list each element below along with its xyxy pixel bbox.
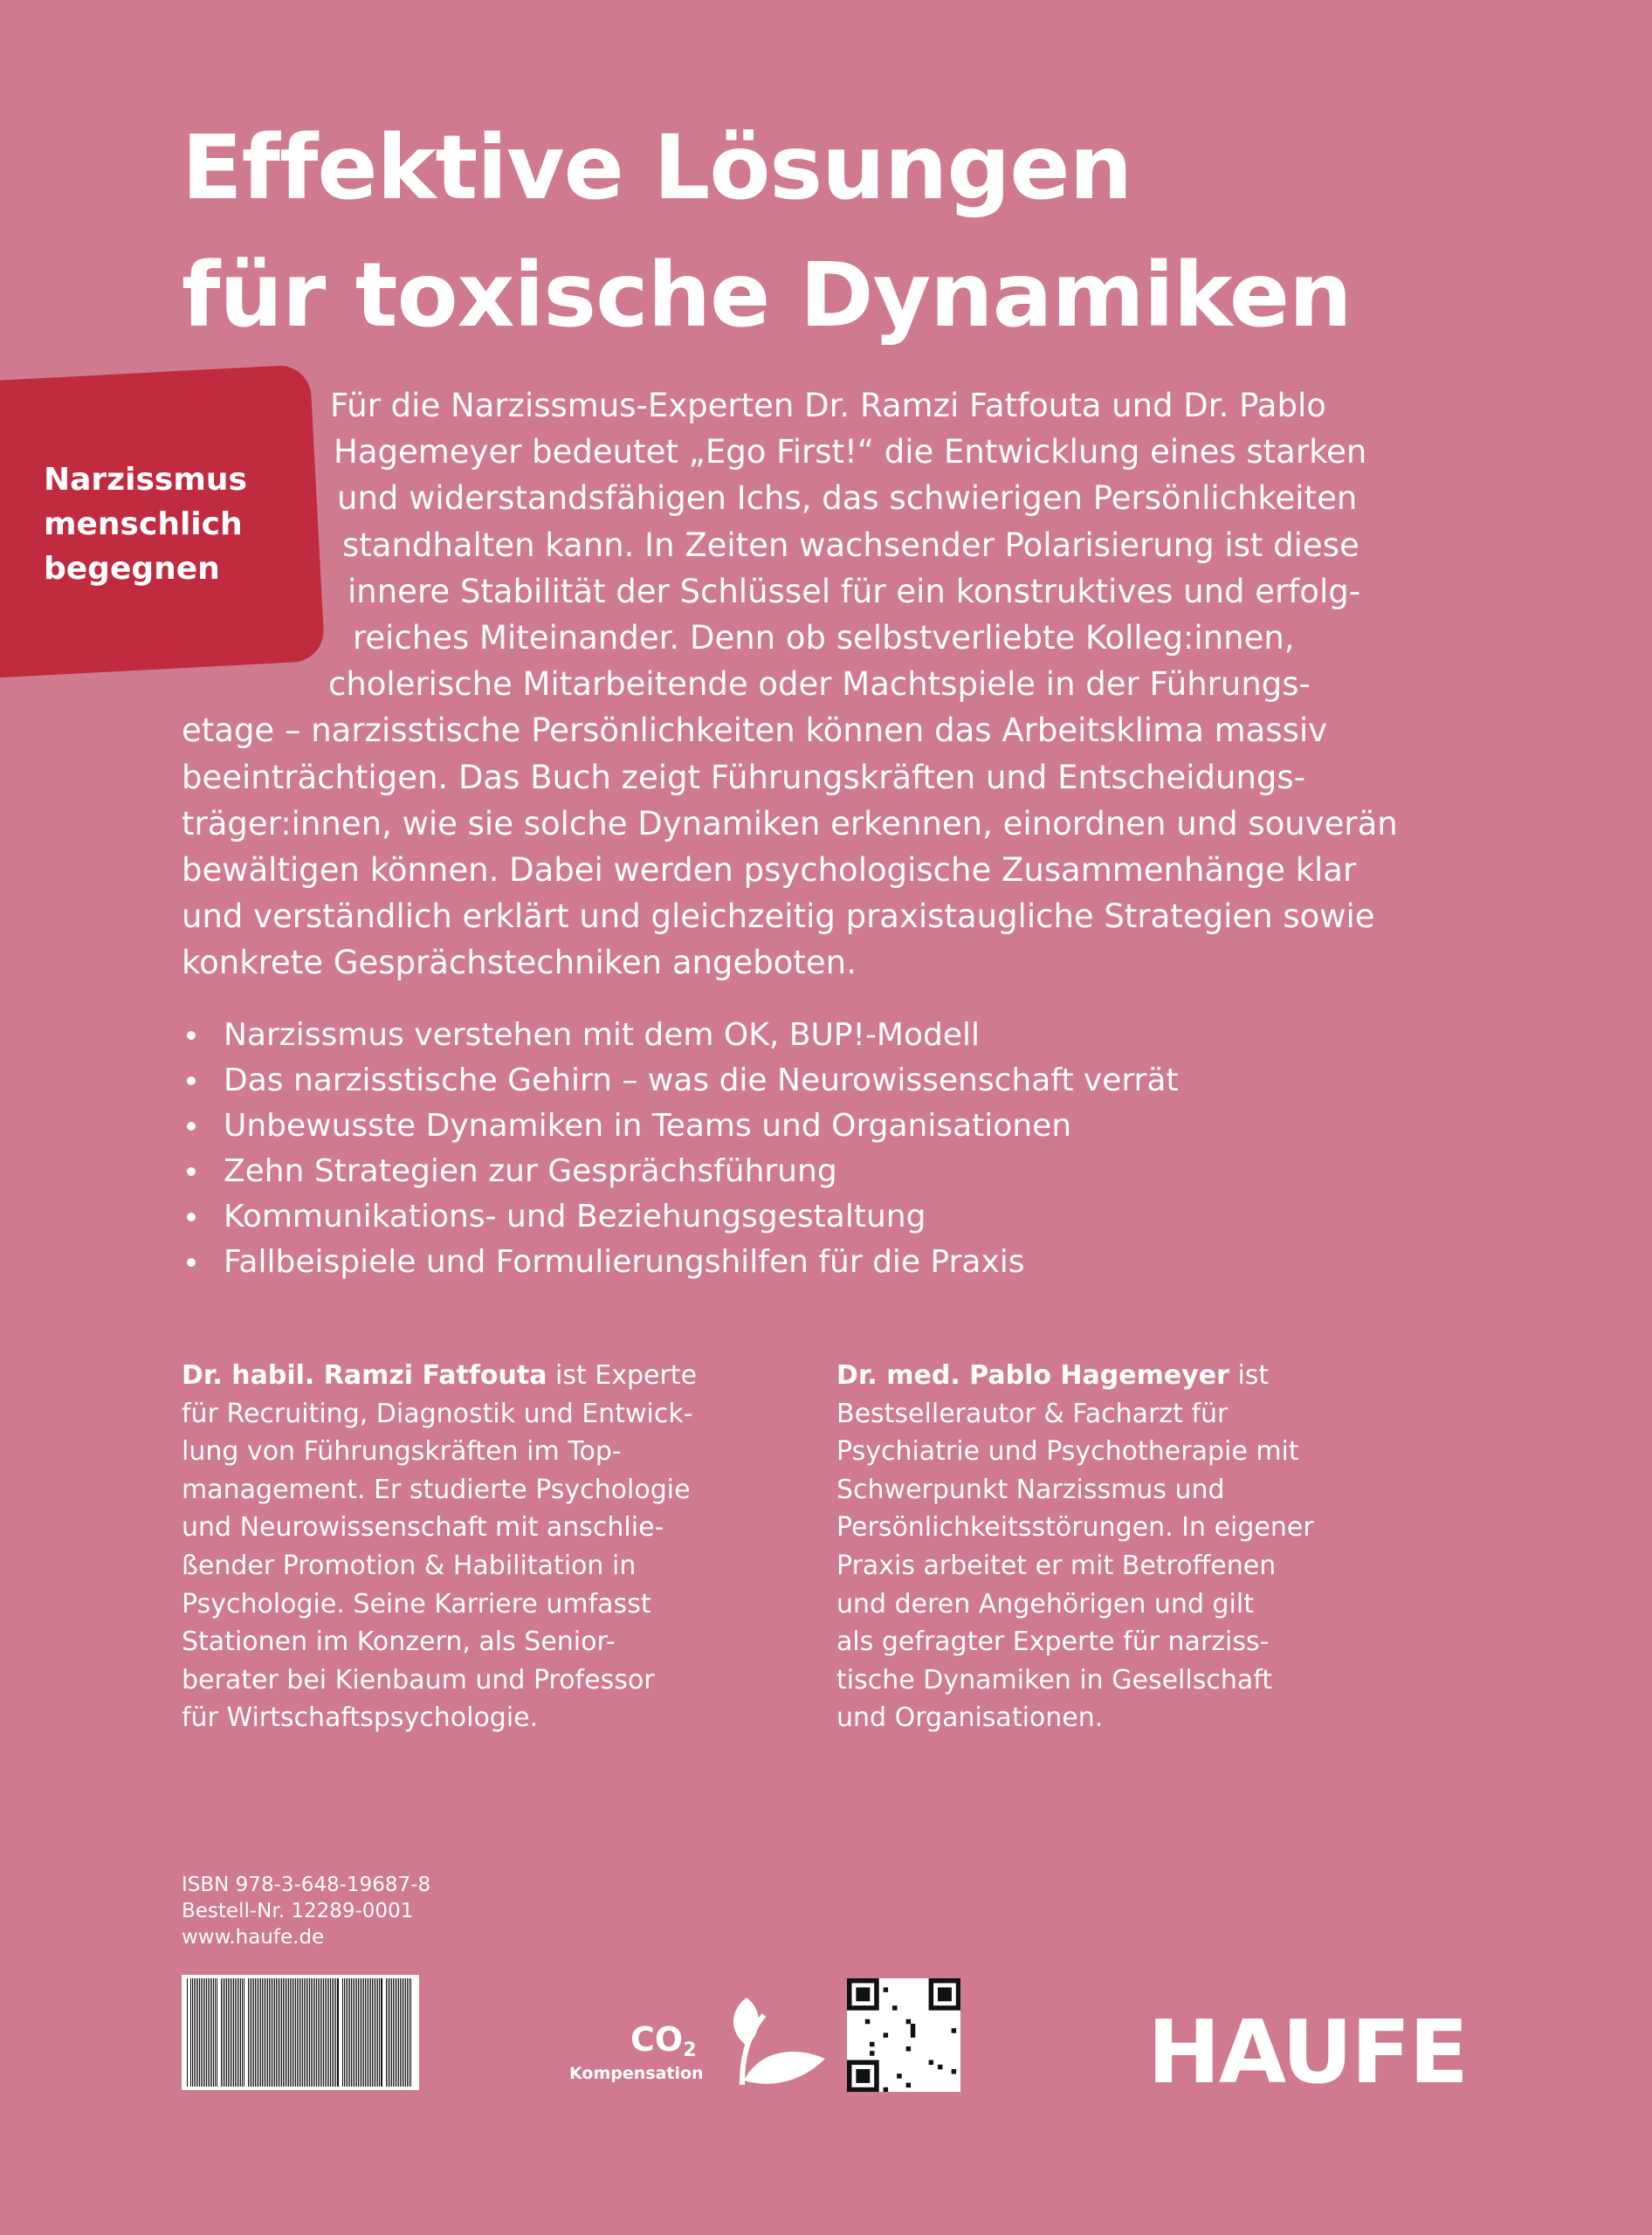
qr-code-icon[interactable]: [847, 1978, 960, 2092]
intro-line: etage – narzisstische Persönlichkeiten können das Arbeitsklima massiv: [182, 712, 1328, 750]
website-link[interactable]: www.haufe.de: [182, 1926, 325, 1949]
intro-line: cholerische Mitarbeitende oder Machtspiele in der Führungs-: [328, 665, 1311, 704]
intro-line: Hagemeyer bedeutet „Ego First!“ die Entwicklung eines starken: [334, 433, 1367, 471]
list-item: Narzissmus verstehen mit dem OK, BUP!-Modell: [182, 1013, 1179, 1058]
title-line-2: für toxische Dynamiken: [182, 244, 1352, 347]
author-name: Dr. habil. Ramzi Fatfouta: [182, 1360, 547, 1391]
bio-line: lung von Führungskräften im Top-: [182, 1436, 622, 1468]
bio-line: Praxis arbeitet er mit Betroffenen: [836, 1550, 1277, 1581]
intro-line: standhalten kann. In Zeiten wachsender Polarisierung ist diese: [342, 526, 1359, 564]
co2-label: Kompensation: [569, 2064, 704, 2083]
intro-line: und verständlich erklärt und gleichzeitig praxistaugliche Strategien sowie: [182, 897, 1375, 936]
order-number-text: Bestell-Nr. 12289-0001: [182, 1900, 414, 1922]
publisher-logo: HAUFE: [1147, 2001, 1467, 2103]
imprint: [182, 1872, 430, 1950]
list-item: Unbewusste Dynamiken in Teams und Organisationen: [182, 1104, 1179, 1149]
bio-line: ßender Promotion & Habilitation in: [182, 1550, 637, 1581]
bio-line: berater bei Kienbaum und Professor: [182, 1664, 655, 1695]
intro-line: beeinträchtigen. Das Buch zeigt Führungskräften und Entscheidungs-: [182, 758, 1306, 796]
bio-line: Bestsellerautor & Facharzt für: [836, 1398, 1229, 1429]
intro-line: und widerstandsfähigen Ichs, das schwierigen Persönlichkeiten: [337, 479, 1358, 518]
bullet-dot-icon: [187, 1167, 196, 1176]
list-item: Kommunikations- und Beziehungsgestaltung: [182, 1194, 1179, 1240]
list-item: Das narzisstische Gehirn – was die Neurowissenschaft verrät: [182, 1058, 1179, 1104]
intro-line: innere Stabilität der Schlüssel für ein konstruktives und erfolg-: [348, 572, 1361, 610]
intro-paragraph: [0, 382, 1652, 987]
bio-line: management. Er studierte Psychologie: [182, 1474, 691, 1505]
bullet-dot-icon: [187, 1031, 196, 1040]
intro-line: Für die Narzissmus-Experten Dr. Ramzi Fatfouta und Dr. Pablo: [330, 387, 1326, 424]
bio-line: Schwerpunkt Narzissmus und: [836, 1474, 1225, 1505]
intro-line: bewältigen können. Dabei werden psychologische Zusammenhänge klar: [182, 851, 1357, 890]
bio-line: und Organisationen.: [836, 1702, 1104, 1734]
bullet-dot-icon: [187, 1122, 196, 1131]
bio-line: tische Dynamiken in Gesellschaft: [836, 1664, 1273, 1695]
title-line-1: Effektive Lösungen: [182, 116, 1132, 220]
list-item: Zehn Strategien zur Gesprächsführung: [182, 1149, 1179, 1194]
author-name: Dr. med. Pablo Hagemeyer: [836, 1360, 1229, 1391]
bio-line: Psychologie. Seine Karriere umfasst: [182, 1588, 651, 1620]
book-title: [182, 105, 1579, 360]
feature-list: [182, 1013, 1179, 1285]
intro-line: konkrete Gesprächstechniken angeboten.: [182, 944, 857, 982]
bio-line: Psychiatrie und Psychotherapie mit: [836, 1436, 1299, 1468]
co2-compensation-logo: $CO_2$ Kompensation: [568, 1998, 829, 2094]
bio-line: Stationen im Konzern, als Senior-: [182, 1626, 616, 1658]
bio-line: Persönlichkeitsstörungen. In eigener: [836, 1512, 1314, 1544]
author-bio-hagemeyer: Dr. med. Pablo Hagemeyer ist Bestsellerautor & Facharzt für Psychiatrie und Psychotherapie mit Schwerpunkt Narzissmus und Persönlichkeitsstörungen. In eigener Praxis arbeitet er mit Betroffenen und deren Angehörigen und gilt als gefragter Experte für narziss- tische Dynamiken in Gesellschaft und Organisationen.: [836, 1357, 1314, 1737]
barcode-icon: [182, 1975, 419, 2090]
bio-line: für Recruiting, Diagnostik und Entwick-: [182, 1398, 693, 1429]
badge-line-3: begegnen: [44, 551, 220, 587]
intro-line: träger:innen, wie sie solche Dynamiken erkennen, einordnen und souverän: [182, 804, 1398, 842]
bullet-dot-icon: [187, 1258, 196, 1267]
author-bio-fatfouta: Dr. habil. Ramzi Fatfouta ist Experte für Recruiting, Diagnostik und Entwick- lung von Führungskräften im Top- management. Er studierte Psychologie und Neurowissenschaft mit anschlie- ßender Promotion & Habilitation in Psychologie. Seine Karriere umfasst Stationen im Konzern, als Senior- berater bei Kienbaum und Professor für Wirtschaftspsychologie.: [182, 1357, 697, 1737]
bullet-dot-icon: [187, 1213, 196, 1221]
list-item: Fallbeispiele und Formulierungshilfen für die Praxis: [182, 1240, 1179, 1285]
badge-line-2: menschlich: [44, 506, 243, 542]
isbn-text: ISBN 978-3-648-19687-8: [182, 1874, 431, 1896]
bullet-dot-icon: [187, 1076, 196, 1085]
badge-line-1: Narzissmus: [44, 462, 247, 498]
bio-line: für Wirtschaftspsychologie.: [182, 1702, 539, 1734]
bio-line: und Neurowissenschaft mit anschlie-: [182, 1512, 664, 1544]
bio-line: als gefragter Experte für narziss-: [836, 1626, 1270, 1658]
bio-line: und deren Angehörigen und gilt: [836, 1588, 1254, 1620]
intro-line: reiches Miteinander. Denn ob selbstverliebte Kolleg:innen,: [353, 619, 1295, 657]
